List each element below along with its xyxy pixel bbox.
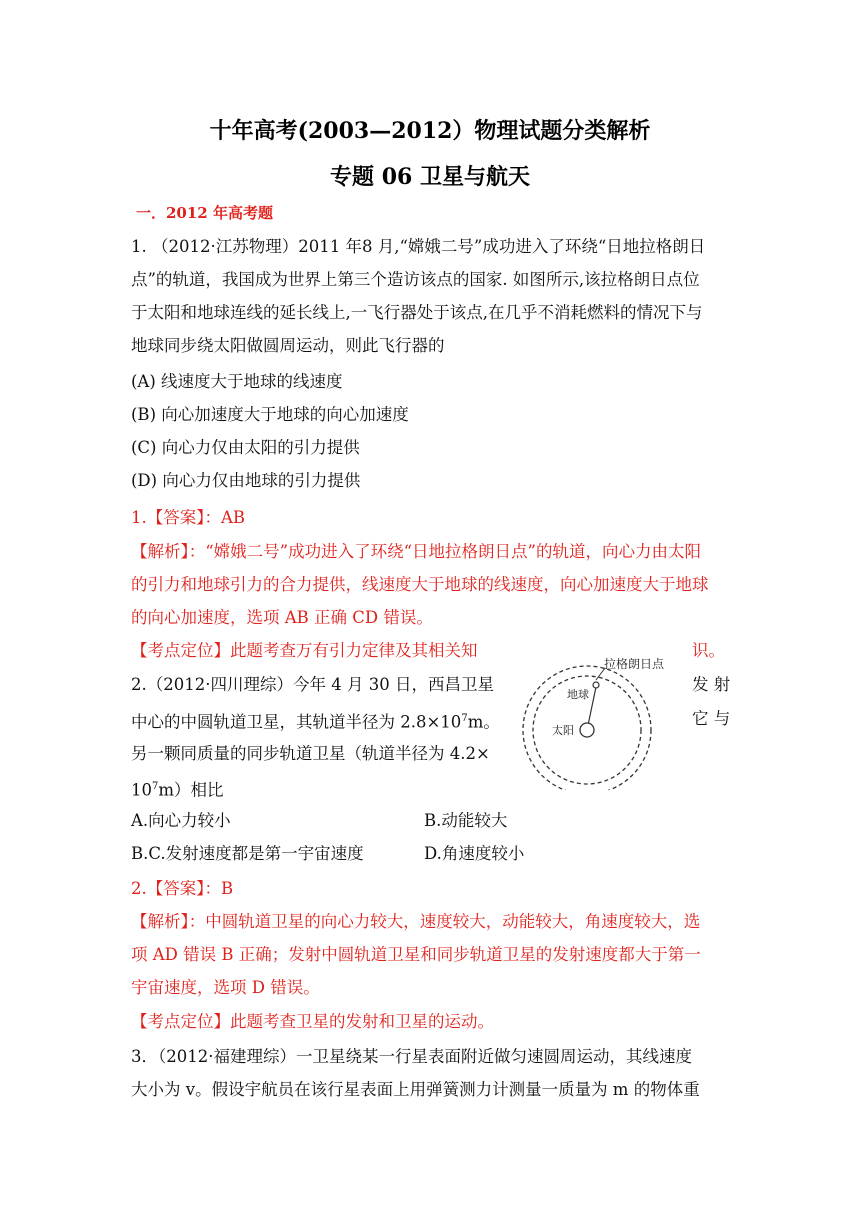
q2-analysis-1: 【解析】：中圆轨道卫星的向心力较大，速度较大，动能较大，角速度较大，选 [131,912,701,931]
label-earth: 地球 [567,688,589,701]
q2-option-c: B.C.发射速度都是第一宇宙速度 [131,844,364,863]
q1-option-a: (A) 线速度大于地球的线速度 [131,372,343,391]
q2-knowledge-point: 【考点定位】此题考查卫星的发射和卫星的运动。 [131,1012,494,1031]
q2-analysis-3: 宇宙速度，选项 D 错误。 [131,978,320,997]
q2-line-3: 另一颗同质量的同步轨道卫星（轨道半径为 4.2× [131,744,490,763]
label-lagrange-point: 拉格朗日点 [604,657,665,671]
document-title: 十年高考(2003—2012）物理试题分类解析 [209,118,651,144]
q3-line-2: 大小为 v。假设宇航员在该行星表面上用弹簧测力计测量一质量为 m 的物体重 [131,1080,700,1099]
q1-knowledge-point: 【考点定位】此题考查万有引力定律及其相关知 [131,641,478,660]
q1-knowledge-point-end: 识。 [692,641,725,660]
q1-option-d: (D) 向心力仅由地球的引力提供 [131,471,361,490]
q3-line-1: 3．（2012·福建理综）一卫星绕某一行星表面附近做匀速圆周运动，其线速度 [131,1047,692,1066]
q1-option-b: (B) 向心加速度大于地球的向心加速度 [131,405,409,424]
q1-line-4: 地球同步绕太阳做圆周运动，则此飞行器的 [131,336,445,355]
q1-analysis-1: 【解析】：“嫦娥二号”成功进入了环绕“日地拉格朗日点”的轨道，向心力由太阳 [131,542,701,561]
q1-analysis-3: 的向心加速度，选项 AB 正确 CD 错误。 [131,608,433,627]
earth-icon [593,682,599,688]
label-sun: 太阳 [552,724,574,737]
q1-analysis-2: 的引力和地球引力的合力提供，线速度大于地球的线速度，向心加速度大于地球 [131,575,709,594]
orbit-figure [512,650,687,790]
q2-line-2: 中心的中圆轨道卫星，其轨道半径为 $2.8\times 10^7m$。 [131,712,500,732]
section-heading: 一．2012 年高考题 [136,204,273,222]
q1-line-2: 点”的轨道，我国成为世界上第三个造访该点的国家. 如图所示,该拉格朗日点位 [131,270,700,289]
q2-option-d: D.角速度较小 [424,844,525,863]
sun-icon [580,723,594,737]
q2-line-4: $10^7m$）相比 [131,780,224,800]
q1-line-3: 于太阳和地球连线的延长线上,一飞行器处于该点,在几乎不消耗燃料的情况下与 [131,303,703,322]
topic-title: 专题 06 卫星与航天 [330,164,530,190]
q2-answer: 2.【答案】：B [131,879,234,898]
q2-analysis-2: 项 AD 错误 B 正确；发射中圆轨道卫星和同步轨道卫星的发射速度都大于第一 [131,945,701,964]
q1-answer: 1.【答案】：AB [131,508,246,527]
q2-line-2-end: 它 与 [692,709,731,728]
q2-line-1-end: 发 射 [692,675,731,694]
q1-option-c: (C) 向心力仅由太阳的引力提供 [131,438,360,457]
q1-line-1: 1. （2012·江苏物理）2011 年8 月,“嫦娥二号”成功进入了环绕“日地拉格朗日 [131,237,706,256]
q2-line-1: 2.（2012·四川理综）今年 4 月 30 日，西昌卫星 [131,675,494,694]
q2-option-a: A.向心力较小 [131,811,231,830]
q2-option-b: B.动能较大 [424,811,508,830]
